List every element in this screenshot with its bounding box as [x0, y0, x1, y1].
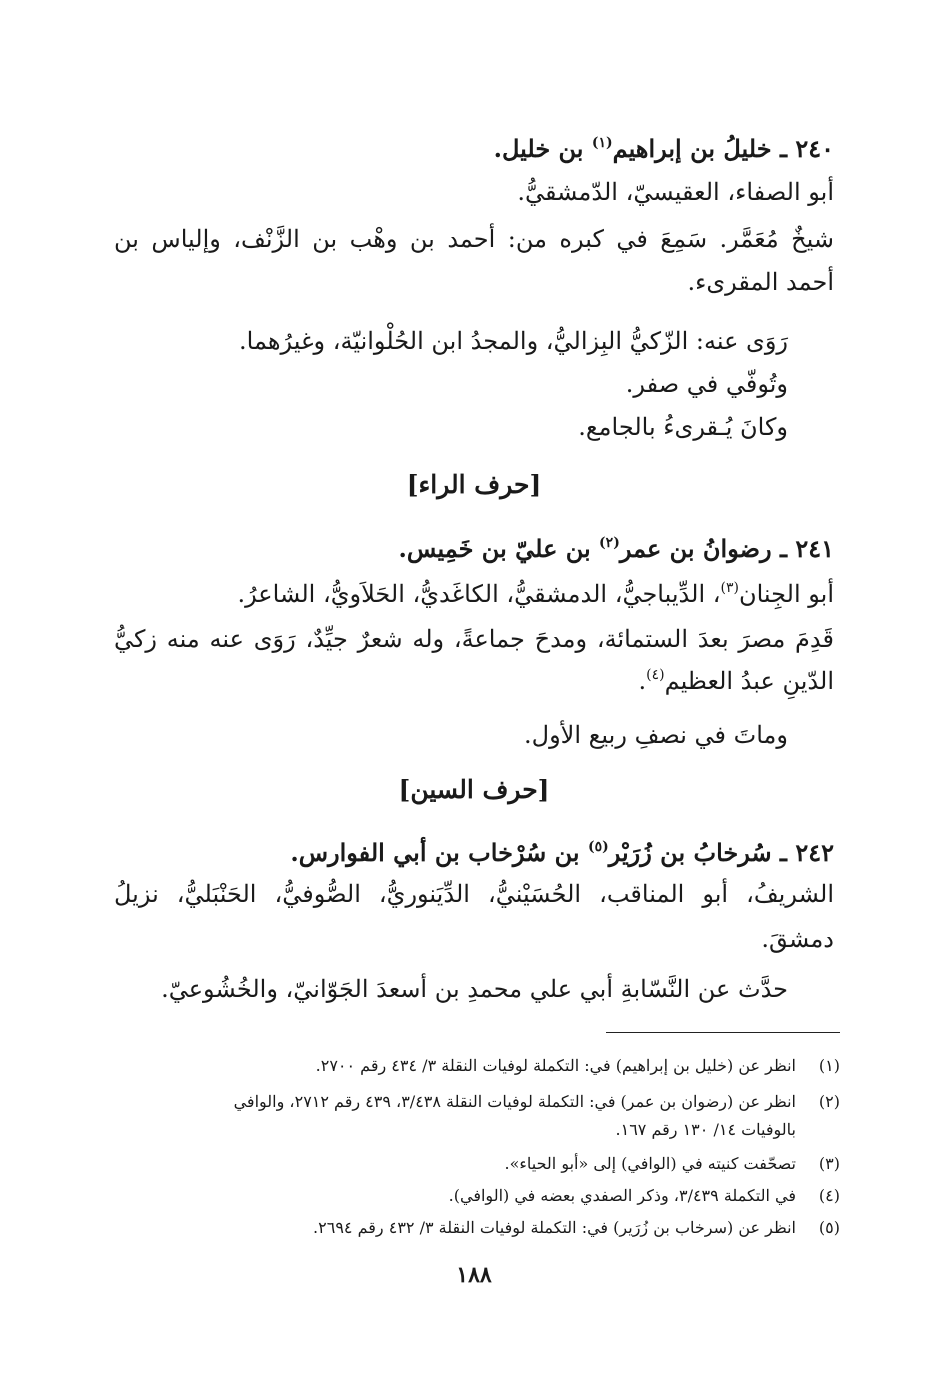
- footnote-number: (٢): [818, 1092, 840, 1111]
- entry-242-line-1: الشريفُ، أبو المناقب، الحُسَيْنيُّ، الدِّيَنوريُّ، الصُّوفيُّ، الحَنْبَليُّ، نزيلُ: [114, 880, 834, 908]
- entry-240-title: [114, 132, 834, 170]
- footnote-text: تصحّفت كنيته في (الوافي) إلى «أبو الحياء».: [504, 1154, 796, 1173]
- footnote-3: [108, 1150, 840, 1177]
- footnote-text: انظر عن (سرخاب بن زُرَير) في: التكملة لوفيات النقلة ٣/ ٤٣٢ رقم ٢٦٩٤.: [313, 1218, 796, 1237]
- entry-title-text: ٢٤٠ ـ خليلُ بن إبراهيم: [612, 134, 834, 163]
- footnote-5: [108, 1214, 840, 1241]
- entry-240-line-3: أحمد المقرىء.: [687, 268, 834, 296]
- footnote-ref-2: (٢): [599, 535, 620, 551]
- entry-text: ، الدِّيباجيُّ، الدمشقيُّ، الكاغَديُّ، الحَلاَويُّ، الشاعرُ.: [237, 580, 721, 608]
- page-number: ١٨٨: [456, 1262, 492, 1288]
- entry-241-line-1: [114, 577, 834, 615]
- entry-title-text: ٢٤٢ ـ سُرخابُ بن زُرَيْر: [608, 838, 834, 867]
- entry-241-line-2: قَدِمَ مصرَ بعدَ الستمائة، ومدحَ جماعةً، وله شعرٌ جيِّدٌ، رَوَى عنه منه زكيُّ: [114, 625, 834, 653]
- entry-241-line-3: [114, 664, 834, 702]
- footnote-4: [108, 1182, 840, 1209]
- entry-text: أبو الجِنان: [738, 580, 834, 608]
- footnote-1: [108, 1052, 840, 1079]
- entry-242-title: [114, 836, 834, 874]
- entry-title-text: بن سُرْخاب بن أبي الفوارس.: [290, 838, 588, 867]
- entry-title-text: بن عليّ بن خَمِيس.: [398, 534, 600, 563]
- entry-240-line-5: وتُوفّي في صفر.: [625, 370, 788, 398]
- footnote-number: (٤): [818, 1186, 840, 1205]
- footnote-separator: [606, 1032, 840, 1033]
- footnote-ref-4: (٤): [646, 667, 665, 683]
- footnote-2: [108, 1088, 840, 1115]
- section-heading-ra: [حرف الراء]: [406, 470, 542, 499]
- entry-241-line-4: وماتَ في نصفِ ربيع الأول.: [524, 721, 788, 749]
- footnote-2-continuation: بالوفيات ١٤/ ١٣٠ رقم ١٦٧.: [615, 1120, 796, 1139]
- entry-text: .: [638, 667, 647, 695]
- footnote-text: في التكملة ٣/٤٣٩، وذكر الصفدي بعضه في (الوافي).: [448, 1186, 796, 1205]
- footnote-text: انظر عن (رضوان بن عمر) في: التكملة لوفيات النقلة ٣/٤٣٨، ٤٣٩ رقم ٢٧١٢، والوافي: [233, 1092, 796, 1111]
- footnote-number: (١): [818, 1056, 840, 1075]
- entry-title-text: بن خليل.: [493, 134, 592, 163]
- footnote-ref-1: (١): [591, 135, 613, 151]
- entry-242-line-3: حدَّث عن النَّسّابةِ أبي علي محمدِ بن أسعدَ الجَوّانيّ، والخُشُوعيّ.: [161, 975, 788, 1003]
- footnote-ref-3: (٣): [720, 580, 739, 596]
- entry-240-line-4: رَوَى عنه: الزّكيُّ البِزاليُّ، والمجدُ ابن الحُلْوانيّة، وغيرُهما.: [239, 327, 788, 355]
- footnote-number: (٥): [818, 1218, 840, 1237]
- footnote-ref-5: (٥): [587, 839, 609, 855]
- entry-242-line-2: دمشقَ.: [761, 925, 834, 953]
- entry-240-line-1: أبو الصفاء، العقيسيّ، الدّمشقيُّ.: [517, 178, 834, 206]
- footnote-text: انظر عن (خليل بن إبراهيم) في: التكملة لوفيات النقلة ٣/ ٤٣٤ رقم ٢٧٠٠.: [315, 1056, 796, 1075]
- section-heading-sin: [حرف السين]: [398, 775, 550, 804]
- entry-240-line-6: وكانَ يُـقرىءُ بالجامع.: [578, 413, 788, 441]
- entry-240-line-2: شيخٌ مُعَمَّر. سَمِعَ في كبره من: أحمد بن وهْب بن الزَّنْف، وإلياس بن: [114, 225, 834, 253]
- entry-title-text: ٢٤١ ـ رضوانُ بن عمر: [619, 534, 834, 563]
- entry-241-title: [114, 532, 834, 570]
- entry-text: الدّينِ عبدُ العظيم: [664, 667, 834, 695]
- footnote-number: (٣): [818, 1154, 840, 1173]
